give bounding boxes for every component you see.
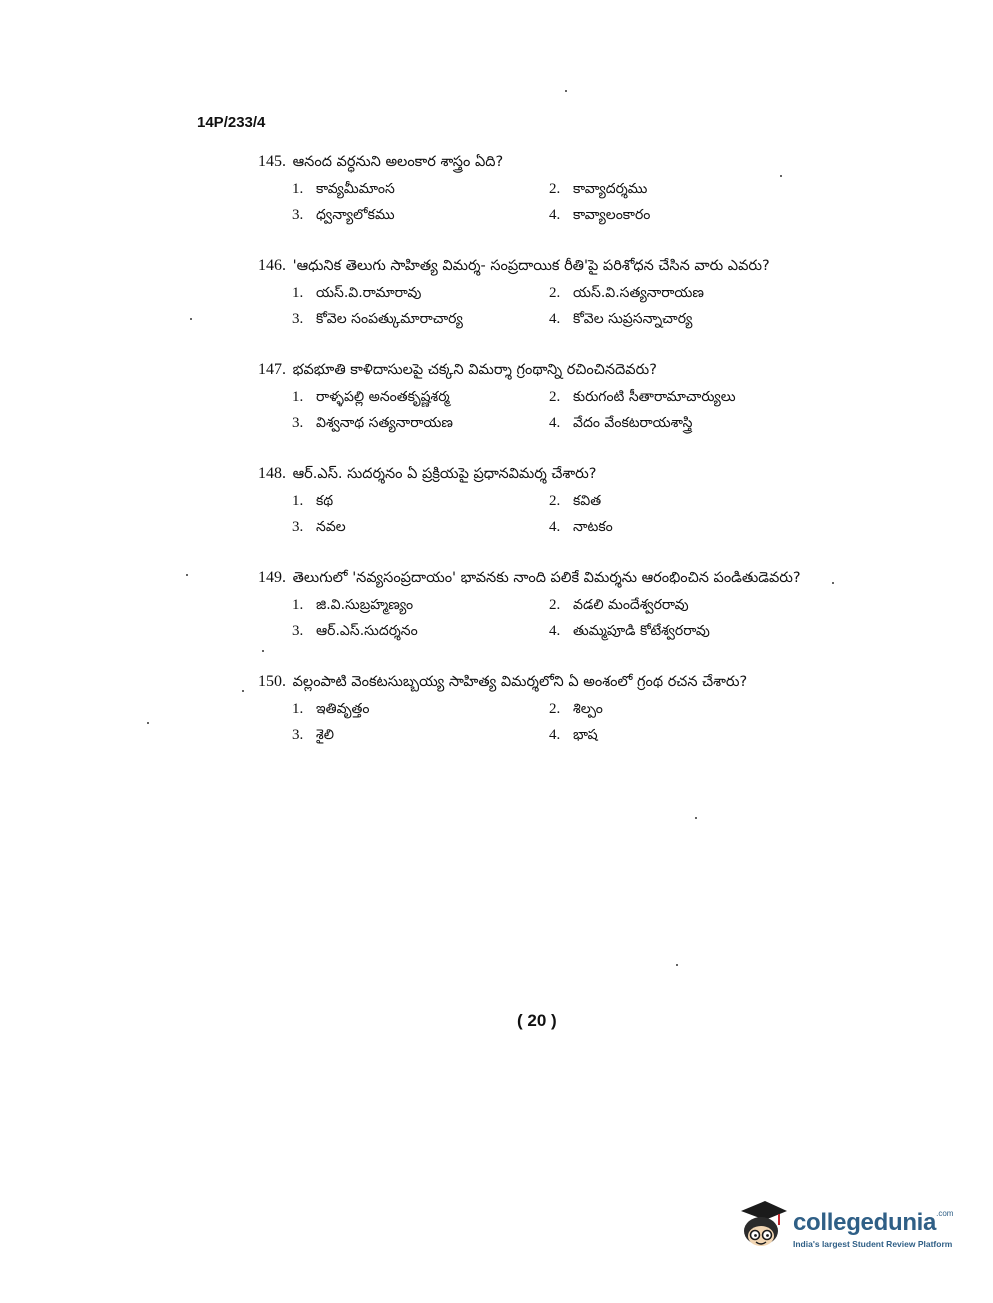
- scan-speck: [186, 574, 188, 576]
- option-text: భాష: [573, 727, 598, 743]
- option-text: యస్.వి.సత్యనారాయణ: [573, 285, 704, 301]
- option-4: [549, 202, 789, 228]
- option-text: కవిత: [573, 493, 602, 509]
- option-2: [549, 696, 789, 722]
- question-text: వల్లంపాటి వెంకటసుబ్బయ్య సాహిత్య విమర్శలోని ఏ అంశంలో గ్రంథ రచన చేశారు?: [292, 674, 748, 690]
- option-text: నాటకం: [573, 519, 613, 535]
- question-number: 150.: [258, 673, 286, 690]
- option-number: 2.: [549, 493, 561, 509]
- option-text: యస్.వి.రామారావు: [316, 285, 422, 301]
- option-number: 1.: [292, 389, 304, 405]
- option-number: 3.: [292, 207, 304, 223]
- option-4: [549, 618, 789, 644]
- option-number: 3.: [292, 311, 304, 327]
- option-text: కావ్యమీమాంస: [316, 181, 395, 197]
- option-1: [292, 280, 549, 306]
- option-number: 3.: [292, 623, 304, 639]
- option-4: [549, 410, 789, 436]
- option-number: 4.: [549, 207, 561, 223]
- option-number: 4.: [549, 727, 561, 743]
- question-145: [258, 150, 858, 228]
- option-text: ధ్వన్యాలోకము: [316, 207, 395, 223]
- option-number: 1.: [292, 701, 304, 717]
- question-text: 'ఆధునిక తెలుగు సాహిత్య విమర్శ- సంప్రదాయిక రీతి'పై పరిశోధన చేసిన వారు ఎవరు?: [292, 258, 770, 274]
- paper-code: 14P/233/4: [197, 114, 266, 131]
- brand-tagline: India's largest Student Review Platform: [793, 1239, 953, 1249]
- option-3: [292, 306, 549, 332]
- option-number: 1.: [292, 285, 304, 301]
- scan-speck: [832, 582, 834, 584]
- scan-speck: [565, 90, 567, 92]
- option-text: నవల: [316, 519, 346, 535]
- option-text: ఇతివృత్తం: [316, 701, 370, 717]
- option-text: కోవెల సంపత్కుమారాచార్య: [316, 311, 463, 327]
- brand-suffix: .com: [936, 1209, 954, 1218]
- question-150: [258, 670, 858, 748]
- option-number: 4.: [549, 415, 561, 431]
- question-number: 146.: [258, 257, 286, 274]
- question-number: 148.: [258, 465, 286, 482]
- question-text: తెలుగులో 'నవ్యసంప్రదాయం' భావనకు నాంది పలికే విమర్శను ఆరంభించిన పండితుడెవరు?: [292, 570, 801, 586]
- option-2: [549, 592, 789, 618]
- option-text: ఆర్.ఎస్.సుదర్శనం: [316, 623, 418, 639]
- option-3: [292, 514, 549, 540]
- question-147: [258, 358, 858, 436]
- option-text: కావ్యాదర్శము: [573, 181, 648, 197]
- option-number: 3.: [292, 415, 304, 431]
- option-1: [292, 488, 549, 514]
- question-146: [258, 254, 858, 332]
- option-number: 1.: [292, 493, 304, 509]
- scan-speck: [262, 650, 264, 652]
- options: [292, 176, 858, 228]
- option-4: [549, 306, 789, 332]
- option-3: [292, 722, 549, 748]
- scan-speck: [780, 175, 782, 177]
- options: [292, 696, 858, 748]
- option-text: కోవెల సుప్రసన్నాచార్య: [573, 311, 693, 327]
- question-text: ఆనంద వర్ధనుని అలంకార శాస్త్రం ఏది?: [292, 154, 504, 170]
- option-4: [549, 514, 789, 540]
- options: [292, 280, 858, 332]
- option-number: 2.: [549, 285, 561, 301]
- option-1: [292, 176, 549, 202]
- scan-speck: [147, 722, 149, 724]
- option-number: 4.: [549, 623, 561, 639]
- option-number: 3.: [292, 519, 304, 535]
- option-3: [292, 202, 549, 228]
- option-1: [292, 696, 549, 722]
- scan-speck: [242, 690, 244, 692]
- option-3: [292, 410, 549, 436]
- options: [292, 592, 858, 644]
- option-1: [292, 592, 549, 618]
- option-1: [292, 384, 549, 410]
- option-text: జి.వి.సుబ్రహ్మణ్యం: [316, 597, 414, 613]
- option-2: [549, 280, 789, 306]
- option-text: వేదం వేంకటరాయశాస్త్రి: [573, 415, 693, 431]
- option-text: కావ్యాలంకారం: [573, 207, 651, 223]
- option-2: [549, 384, 789, 410]
- option-text: కురుగంటి సీతారామాచార్యులు: [573, 389, 736, 405]
- option-number: 1.: [292, 597, 304, 613]
- option-text: శైలి: [316, 727, 334, 743]
- option-3: [292, 618, 549, 644]
- options: [292, 488, 858, 540]
- option-number: 1.: [292, 181, 304, 197]
- option-text: వడలి మందేశ్వరరావు: [573, 597, 689, 613]
- question-number: 145.: [258, 153, 286, 170]
- option-text: కథ: [316, 493, 334, 509]
- question-text: భవభూతి కాళిదాసులపై చక్కని విమర్శా గ్రంథాన్ని రచించినదెవరు?: [292, 362, 657, 378]
- question-149: [258, 566, 858, 644]
- scan-speck: [190, 318, 192, 320]
- scan-speck: [676, 964, 678, 966]
- scan-speck: [695, 817, 697, 819]
- option-text: తుమ్మపూడి కోటేశ్వరరావు: [573, 623, 710, 639]
- option-text: రాళ్ళపల్లి అనంతకృష్ణశర్మ: [316, 389, 450, 405]
- question-list: [258, 150, 858, 774]
- options: [292, 384, 858, 436]
- question-number: 147.: [258, 361, 286, 378]
- question-148: [258, 462, 858, 540]
- page-number: ( 20 ): [517, 1011, 557, 1030]
- option-text: విశ్వనాథ సత్యనారాయణ: [316, 415, 453, 431]
- option-2: [549, 488, 789, 514]
- mascot-graduation-cap-icon: [735, 1195, 791, 1255]
- option-number: 4.: [549, 519, 561, 535]
- collegedunia-logo[interactable]: [735, 1195, 965, 1255]
- option-2: [549, 176, 789, 202]
- option-4: [549, 722, 789, 748]
- option-number: 3.: [292, 727, 304, 743]
- brand-name: collegedunia: [793, 1209, 937, 1236]
- option-number: 4.: [549, 311, 561, 327]
- option-text: శిల్పం: [573, 701, 603, 717]
- option-number: 2.: [549, 597, 561, 613]
- option-number: 2.: [549, 181, 561, 197]
- option-number: 2.: [549, 389, 561, 405]
- option-number: 2.: [549, 701, 561, 717]
- question-text: ఆర్.ఎస్. సుదర్శనం ఏ ప్రక్రియపై ప్రధానవిమర్శ చేశారు?: [292, 466, 597, 482]
- question-number: 149.: [258, 569, 286, 586]
